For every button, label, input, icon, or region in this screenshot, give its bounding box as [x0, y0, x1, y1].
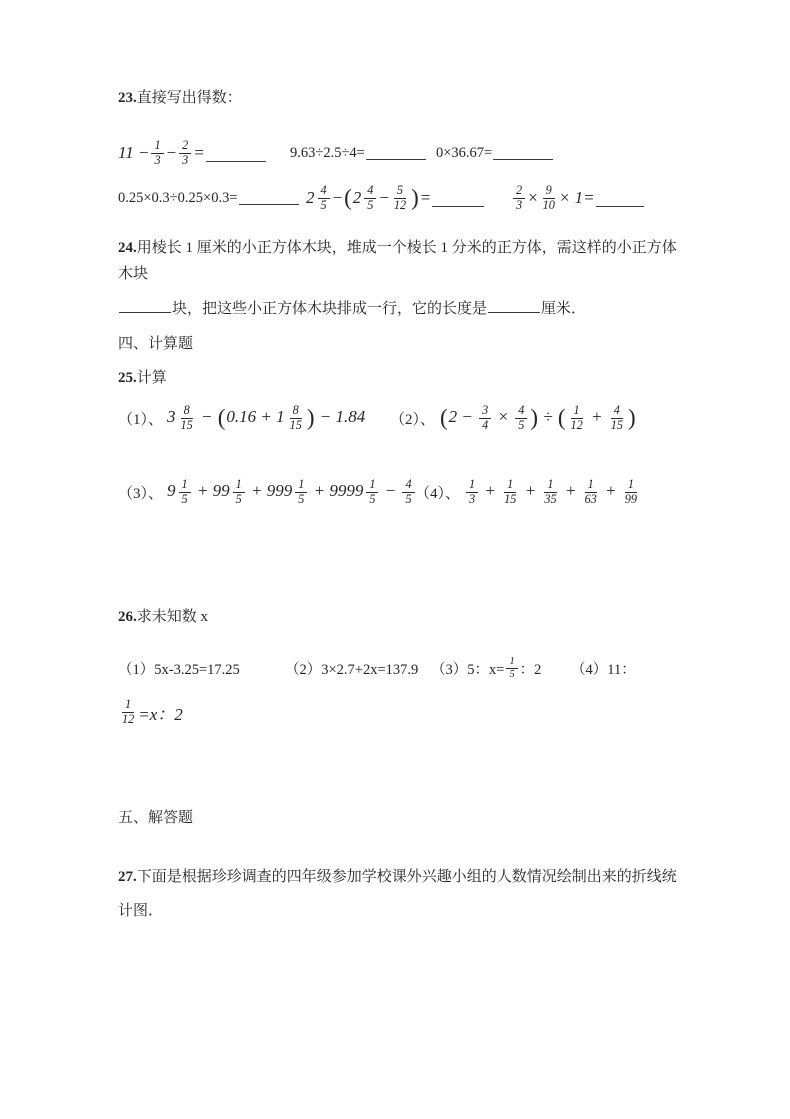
fraction: $\frac{1}{12}$	[570, 402, 583, 432]
q25-problem-3-expression: 9 $\frac{1}{5}$ + 99 $\frac{1}{5}$ + 999 $\frac{1}{5}$ + 9999 $\frac{1}{5}$ − $\frac{4}{5}$	[167, 478, 417, 506]
q23-problem-4: 0.25×0.3÷0.25×0.3=	[118, 190, 306, 207]
q25-problem-2-label: （2）、	[390, 411, 436, 428]
answer-blank	[119, 298, 171, 313]
q25-problem-1-expression: 3 $\frac{8}{15}$ − (0.16 + 1 $\frac{8}{15}$ ) − 1.84	[167, 402, 366, 432]
fraction: $\frac{2}{3}$	[179, 139, 191, 167]
parenthesis: )	[530, 404, 539, 430]
fraction: $\frac{9}{10}$	[542, 182, 555, 212]
section-4-header: 四、计算题	[118, 336, 194, 352]
question-27-description: 下面是根据珍珍调查的四年级参加学校课外兴趣小组的人数情况绘制出来的折线统计图．	[118, 869, 677, 919]
question-26-text: 求未知数 x	[136, 609, 209, 625]
answer-blank	[493, 146, 553, 161]
question-27-number: 27.	[118, 869, 137, 885]
parenthesis: (	[217, 404, 226, 430]
q23-problem-6: $\frac{2}{3}$ × $\frac{9}{10}$ × 1=	[511, 184, 645, 212]
fraction: $\frac{4}{5}$	[318, 184, 330, 212]
fraction: $\frac{1}{99}$	[624, 476, 638, 506]
answer-blank	[432, 190, 484, 207]
question-24-text-1: 用棱长 1 厘米的小正方体木块，堆成一个棱长 1 分米的正方体，需这样的小正方体木块	[118, 240, 677, 282]
fraction: $\frac{1}{35}$	[544, 476, 557, 506]
answer-blank	[366, 146, 426, 161]
question-25-number: 25.	[118, 370, 137, 386]
answer-blank	[488, 298, 540, 313]
q23-problem-5: 2 $\frac{4}{5}$ − ( 2 $\frac{4}{5}$ − $\frac{5}{12}$ ) =	[306, 184, 511, 212]
q26-equation-4-continued	[118, 692, 683, 732]
fraction: $\frac{8}{15}$	[289, 402, 302, 432]
mixed-number-whole: 1	[276, 406, 285, 426]
q26-equation-1: （1）5x-3.25=17.25	[118, 661, 240, 678]
q25-problem-1	[118, 404, 390, 432]
q26-equation-4-expression: $\frac{1}{12}$ =x：2	[122, 696, 183, 726]
q26-equation-2: （2）3×2.7+2x=137.9	[285, 661, 419, 678]
fraction: $\frac{1}{5}$	[295, 478, 307, 506]
q25-problem-4	[415, 478, 641, 506]
fraction: $\frac{4}{5}$	[364, 184, 376, 212]
mixed-number-whole: 9	[167, 480, 176, 500]
fraction: $\frac{1}{5}$	[366, 478, 378, 506]
q23-problem-1: 11 − $\frac{1}{3}$ − $\frac{2}{3}$ =	[118, 139, 290, 167]
parenthesis: (	[344, 185, 352, 210]
parenthesis: (	[440, 404, 448, 430]
q25-problem-4-label: （4）、	[415, 485, 461, 502]
q25-row-1	[118, 395, 683, 441]
question-25-text: 计算	[136, 370, 167, 386]
q25-row-2	[118, 469, 683, 515]
q26-row	[118, 646, 683, 690]
fraction: $\frac{8}{15}$	[180, 402, 193, 432]
question-27-text	[118, 860, 680, 928]
question-23-title	[118, 88, 683, 109]
q25-problem-2-expression: (2 − $\frac{3}{4}$ × $\frac{4}{5}$ ) ÷ ( $\frac{1}{12}$ + $\frac{4}{15}$ )	[440, 402, 636, 432]
fraction: $\frac{1}{3}$	[466, 478, 478, 506]
q26-equation-4: （4）11：	[571, 661, 636, 678]
mixed-number-whole: 2	[306, 188, 315, 207]
mixed-number-whole: 99	[212, 480, 230, 500]
question-25-title	[118, 368, 683, 389]
fraction: $\frac{1}{5}$	[179, 478, 191, 506]
question-24-line-1	[118, 235, 683, 287]
worksheet-content	[118, 88, 683, 928]
question-23-number: 23.	[118, 90, 137, 106]
fraction: $\frac{1}{12}$	[122, 696, 135, 726]
question-24-text-2: 块，把这些小正方体木块排成一行，它的长度是 厘米．	[118, 301, 586, 317]
parenthesis: )	[627, 404, 636, 430]
q26-equation-3: （3）5：x= $\frac{1}{5}$ ：2	[431, 655, 542, 680]
q23-row-2	[118, 177, 683, 219]
fraction: $\frac{1}{5}$	[506, 656, 517, 680]
question-24-line-2	[118, 296, 683, 322]
mixed-number-whole: 2	[352, 188, 362, 207]
fraction: $\frac{4}{15}$	[610, 402, 623, 432]
q23-problem-2: 9.63÷2.5÷4=	[290, 145, 436, 162]
q23-problem-3: 0×36.67=	[436, 145, 554, 162]
answer-blank	[206, 145, 266, 162]
section-5-header: 五、解答题	[118, 810, 194, 826]
q25-problem-4-expression: $\frac{1}{3}$ + $\frac{1}{15}$ + $\frac{1}{35}$ + $\frac{1}{63}$ + $\frac{1}{99}$	[464, 478, 641, 506]
mixed-number-whole: 999	[266, 480, 293, 500]
fraction: $\frac{1}{3}$	[151, 139, 163, 167]
answer-blank	[596, 190, 644, 207]
question-26-number: 26.	[118, 609, 137, 625]
fraction: $\frac{4}{5}$	[402, 478, 414, 506]
fraction: $\frac{3}{4}$	[479, 404, 491, 432]
fraction: $\frac{1}{15}$	[504, 476, 517, 506]
q25-problem-2	[390, 404, 637, 432]
fraction: $\frac{1}{63}$	[584, 476, 597, 506]
fraction: $\frac{5}{12}$	[393, 182, 407, 212]
parenthesis: )	[411, 185, 419, 210]
mixed-number-whole: 9999	[329, 480, 364, 500]
question-24-number: 24.	[118, 240, 137, 256]
fraction: $\frac{1}{5}$	[233, 478, 245, 506]
fraction: $\frac{4}{5}$	[515, 404, 527, 432]
parenthesis: (	[557, 404, 566, 430]
question-23-text: 直接写出得数：	[136, 90, 242, 106]
answer-blank	[239, 191, 299, 206]
q23-row-1	[118, 133, 683, 173]
question-26-title	[118, 607, 683, 628]
mixed-number-whole: 3	[167, 406, 176, 426]
q25-problem-3	[118, 478, 415, 506]
fraction: $\frac{2}{3}$	[513, 184, 525, 212]
q25-problem-3-label: （3）、	[118, 485, 164, 502]
parenthesis: )	[306, 404, 315, 430]
q25-problem-1-label: （1）、	[118, 411, 164, 428]
